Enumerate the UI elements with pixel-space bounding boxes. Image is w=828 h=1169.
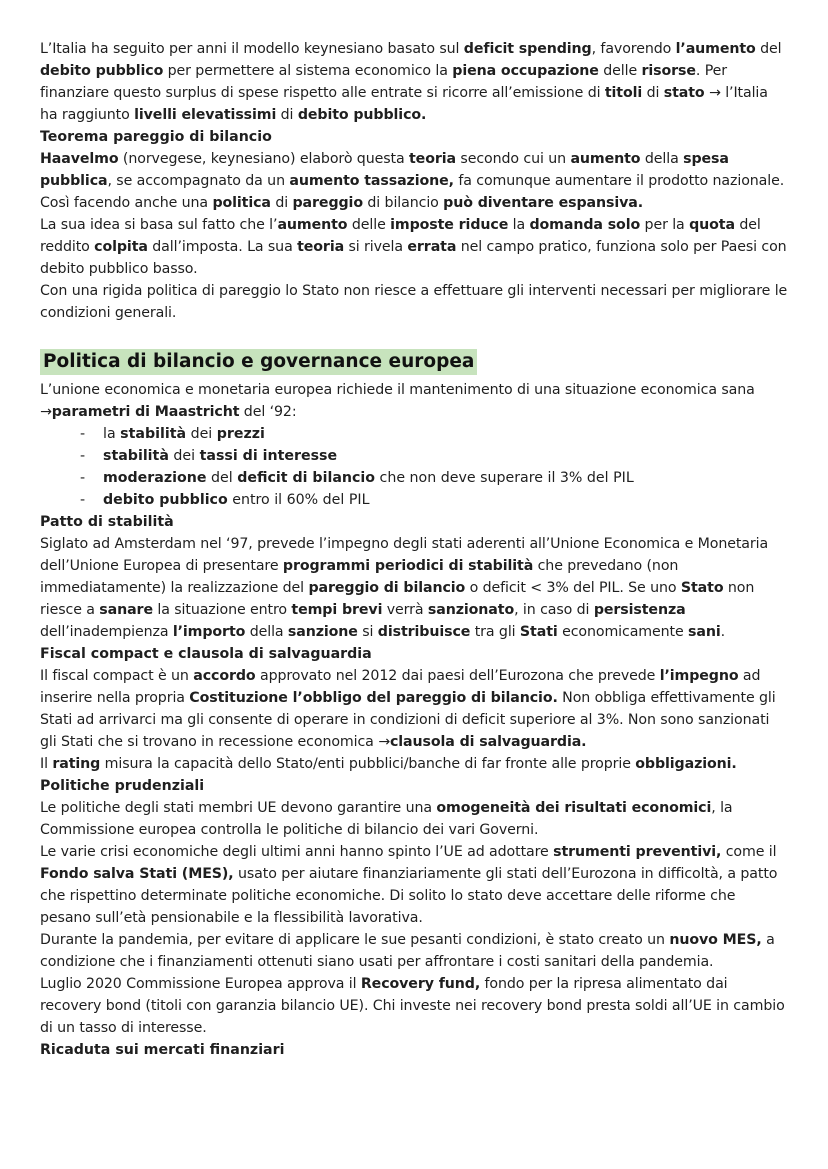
paragraph-rating: Il rating misura la capacità dello Stato/enti pubblici/banche di far fronte alle proprie obbligazioni. — [40, 756, 737, 772]
paragraph-fiscal-compact: Il fiscal compact è un accordo approvato nel 2012 dai paesi dell’Eurozona che prevede l’impegno ad inserire nella propria Costituzione l’obbligo del pareggio di bilancio. Non obbliga effettivamente gli Stati ad arrivarci ma gli consente di operare in condizioni di deficit superiore al 3%. Non sono sanzionati gli Stati che si trovano in recessione economica →clausola di salvaguardia. — [40, 668, 776, 750]
heading-fiscal-compact: Fiscal compact e clausola di salvaguardia — [40, 646, 372, 662]
heading-prudential-policies: Politiche prudenziali — [40, 778, 205, 794]
paragraph-stability-pact: Siglato ad Amsterdam nel ‘97, prevede l’impegno degli stati aderenti all’Unione Economica e Monetaria dell’Unione Europea di presentare programmi periodici di stabilità che prevedano (non immediatamente) la realizzazione del pareggio di bilancio o deficit < 3% del PIL. Se uno Stato non riesce a sanare la situazione entro tempi brevi verrà sanzionato, in caso di persistenza dell’inadempienza l’importo della sanzione si distribuisce tra gli Stati economicamente sani. — [40, 536, 769, 640]
paragraph-recovery-fund: Luglio 2020 Commissione Europea approva il Recovery fund, fondo per la ripresa alimentato dai recovery bond (titoli con garanzia bilancio UE). Chi investe nei recovery bond presta soldi all’UE in cambio di un tasso di interesse. — [40, 976, 785, 1036]
paragraph-maastricht-intro: L’unione economica e monetaria europea richiede il mantenimento di una situazione economica sana →parametri di Maastricht del ‘92: — [40, 382, 755, 420]
heading-stability-pact: Patto di stabilità — [40, 514, 174, 530]
paragraph-new-mes: Durante la pandemia, per evitare di applicare le sue pesanti condizioni, è stato creato un nuovo MES, a condizione che i finanziamenti ottenuti siano usati per affrontare i costi sanitari della pandemia. — [40, 932, 775, 970]
paragraph-mes: Le varie crisi economiche degli ultimi anni hanno spinto l’UE ad adottare strumenti preventivi, come il Fondo salva Stati (MES), usato per aiutare finanziariamente gli stati dell’Eurozona in difficoltà, a patto che rispettino determinate politiche economiche. Di solito lo stato deve accettare delle riforme che pesano sull’età pensionabile e la flessibilità lavorativa. — [40, 844, 778, 926]
list-item: - debito pubblico entro il 60% del PIL — [80, 489, 788, 511]
list-item: - moderazione del deficit di bilancio che non deve superare il 3% del PIL — [80, 467, 788, 489]
list-item: - la stabilità dei prezzi — [80, 423, 788, 445]
paragraph-haavelmo: Haavelmo (norvegese, keynesiano) elaborò questa teoria secondo cui un aumento della spesa pubblica, se accompagnato da un aumento tassazione, fa comunque aumentare il prodotto nazionale. Così facendo anche una politica di pareggio di bilancio può diventare espansiva. — [40, 151, 785, 211]
paragraph-rigid-policy: Con una rigida politica di pareggio lo Stato non riesce a effettuare gli interventi necessari per migliorare le condizioni generali. — [40, 283, 788, 321]
paragraph-haavelmo-idea: La sua idea si basa sul fatto che l’aumento delle imposte riduce la domanda solo per la quota del reddito colpita dall’imposta. La sua teoria si rivela errata nel campo pratico, funziona solo per Paesi con debito pubblico basso. — [40, 217, 787, 277]
maastricht-parameters-list — [40, 423, 788, 511]
paragraph-homogeneity: Le politiche degli stati membri UE devono garantire una omogeneità dei risultati economici, la Commissione europea controlla le politiche di bilancio dei vari Governi. — [40, 800, 733, 838]
paragraph-keynesian-model: L’Italia ha seguito per anni il modello keynesiano basato sul deficit spending, favorendo l’aumento del debito pubblico per permettere al sistema economico la piena occupazione delle risorse. Per finanziare questo surplus di spese rispetto alle entrate si ricorre all’emissione di titoli di stato → l’Italia ha raggiunto livelli elevatissimi di debito pubblico. — [40, 41, 782, 123]
list-item: - stabilità dei tassi di interesse — [80, 445, 788, 467]
heading-balanced-budget-theorem: Teorema pareggio di bilancio — [40, 129, 272, 145]
section-title: Politica di bilancio e governance europea — [40, 349, 477, 375]
heading-financial-markets: Ricaduta sui mercati finanziari — [40, 1042, 285, 1058]
